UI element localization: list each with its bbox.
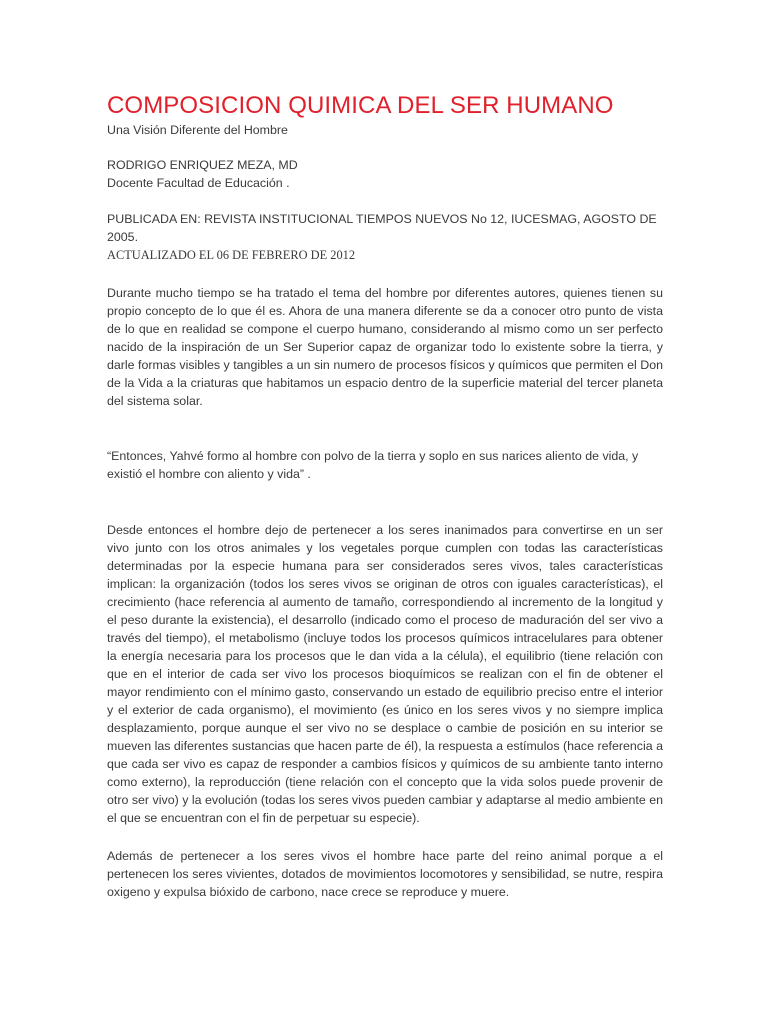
author-name: RODRIGO ENRIQUEZ MEZA, MD <box>107 158 298 172</box>
author-block <box>107 156 663 192</box>
publication-block <box>107 210 663 264</box>
paragraph-intro: Durante mucho tiempo se ha tratado el tema del hombre por diferentes autores, quienes tienen su propio concepto de lo que él es. Ahora de una manera diferente se da a conocer otro punto de vista de lo que en realidad se compone el cuerpo humano, considerando al mismo como un ser perfecto nacido de la inspiración de un Ser Superior capaz de organizar todo lo existente sobre la tierra, y darle formas visibles y tangibles a un sin numero de procesos físicos y químicos que permiten el Don de la Vida a la criaturas que habitamos un espacio dentro de la superficie material del tercer planeta del sistema solar. <box>107 286 663 408</box>
publication-info: PUBLICADA EN: REVISTA INSTITUCIONAL TIEMPOS NUEVOS No 12, IUCESMAG, AGOSTO DE 2005. <box>107 212 657 244</box>
updated-date: ACTUALIZADO EL 06 DE FEBRERO DE 2012 <box>107 248 356 262</box>
document-subtitle: Una Visión Diferente del Hombre <box>107 123 288 137</box>
paragraph-quote: “Entonces, Yahvé formo al hombre con polvo de la tierra y soplo en sus narices aliento de vida, y existió el hombre con aliento y vida” . <box>107 449 639 481</box>
paragraph-animal-kingdom: Además de pertenecer a los seres vivos el hombre hace parte del reino animal porque a el pertenecen los seres vivientes, dotados de movimientos locomotores y sensibilidad, se nutre, respira oxigeno y expulsa bióxido de carbono, nace crece se reproduce y muere. <box>107 849 663 899</box>
document-page <box>107 91 663 901</box>
document-title: COMPOSICION QUIMICA DEL SER HUMANO <box>107 92 614 119</box>
author-affiliation: Docente Facultad de Educación . <box>107 176 290 190</box>
paragraph-characteristics: Desde entonces el hombre dejo de pertenecer a los seres inanimados para convertirse en un ser vivo junto con los otros animales y los vegetales porque cumplen con todas las características determinadas por la especie humana para ser considerados seres vivos, tales características implican: la organización (todos los seres vivos se originan de otros con iguales características), el crecimiento (hace referencia al aumento de tamaño, correspondiendo al incremento de la longitud y el peso durante la existencia), el desarrollo (indicado como el proceso de maduración del ser vivo a través del tiempo), el metabolismo (incluye todos los procesos químicos intracelulares para obtener la energía necesaria para los procesos que le dan vida a la célula), el equilibrio (tiene relación con que en el interior de cada ser vivo los procesos bioquímicos se realizan con el fin de obtener el mayor rendimiento con el mínimo gasto, conservando un estado de equilibrio preciso entre el interior y el exterior de cada organismo), el movimiento (es único en los seres vivos y no siempre implica desplazamiento, porque aunque el ser vivo no se desplace o cambie de posición en su interior se mueven las diferentes sustancias que hacen parte de él), la respuesta a estímulos (hace referencia a que cada ser vivo es capaz de responder a cambios físicos y químicos de su ambiente tanto interno como externo), la reproducción (tiene relación con el concepto que la vida solos puede provenir de otro ser vivo) y la evolución (todas los seres vivos pueden cambiar y adaptarse al medio ambiente en el que se encuentran con el fin de perpetuar su especie). <box>107 523 663 825</box>
